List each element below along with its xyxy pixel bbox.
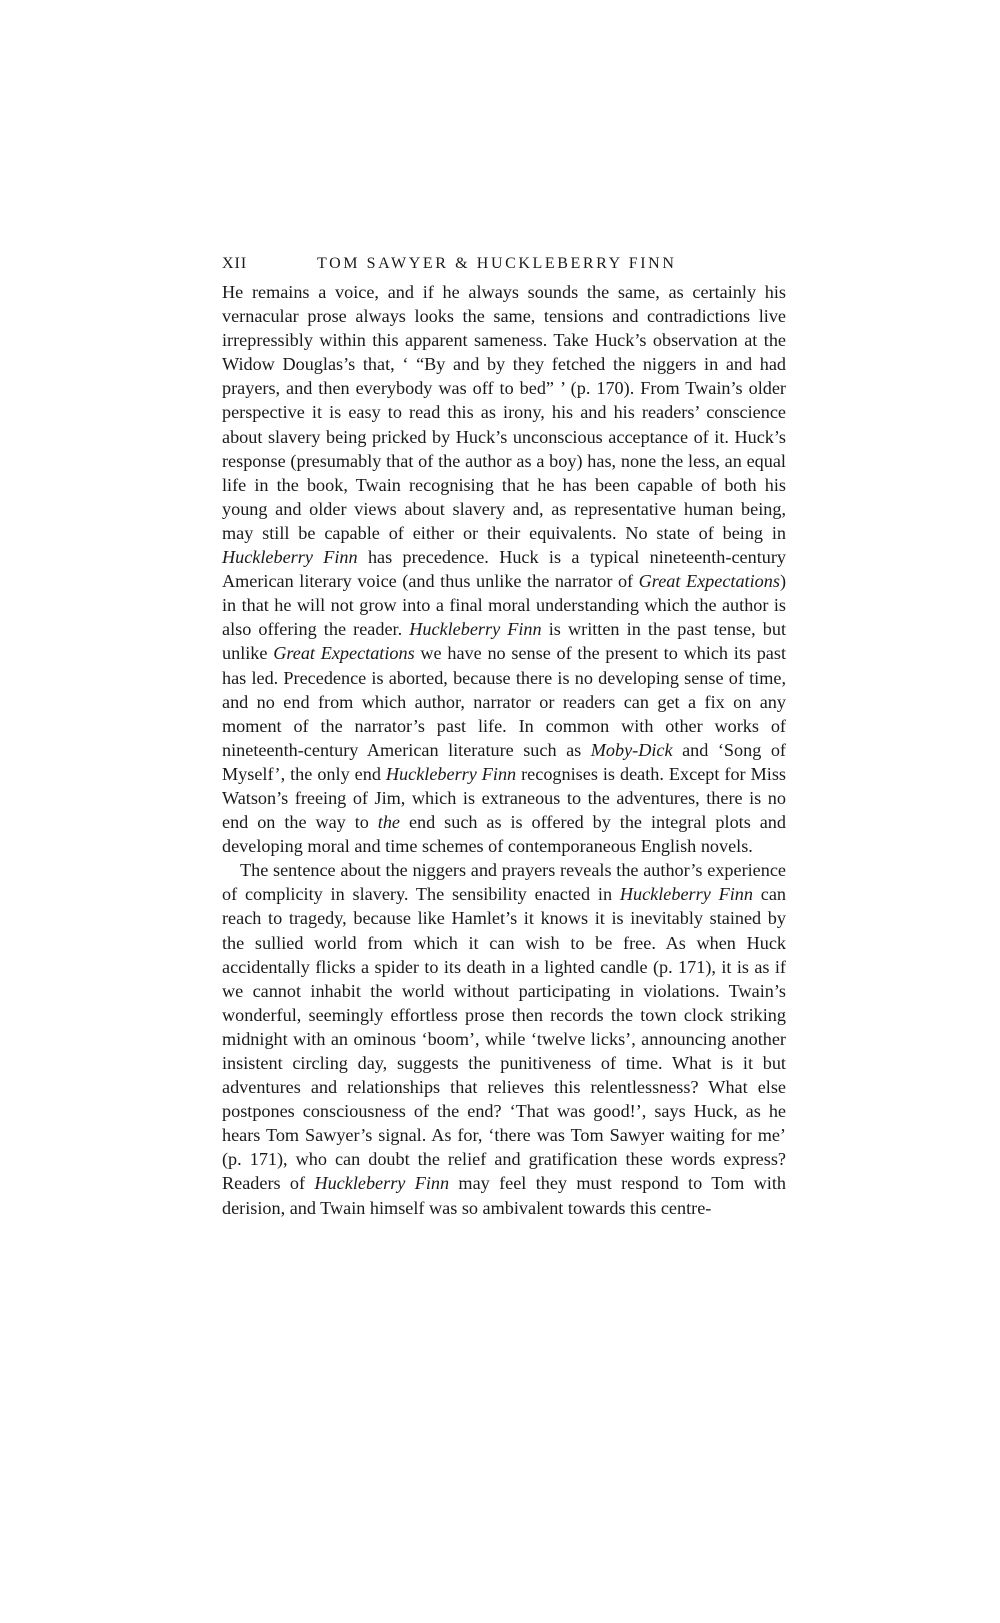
italic-title-run: Huckleberry Finn <box>409 619 542 640</box>
text-run: is written in the past tense, but unlike <box>222 619 786 664</box>
italic-title-run: Great Expectations <box>273 643 415 664</box>
text-run: can reach to tragedy, because like Hamlet’s it knows it is inevitably stained by the sullied world from which it can wish to be free. As when Huck accidentally flicks a spider to its death in a lighted candle (p. 171), it is as if we cannot inhabit the world without participating in violations. Twain’s wonderful, seemingly effortless prose then records the town clock striking midnight with an ominous ‘boom’, while ‘twelve licks’, announcing another insistent circling day, suggests the punitiveness of time. What is it but adventures and relationships that relieves this relentlessness? What else postpones consciousness of the end? ‘That was good!’, says Huck, as he hears Tom Sawyer’s signal. As for, ‘there was Tom Sawyer waiting for me’ (p. 171), who can doubt the relief and gratification these words express? Readers of <box>222 884 786 1194</box>
text-run: may feel they must respond to Tom with derision, and Twain himself was so ambivalent towards this centre- <box>222 1173 786 1218</box>
text-run: He remains a voice, and if he always sounds the same, as certainly his vernacular prose always looks the same, tensions and contradictions live irrepressibly within this apparent sameness. Take Huck’s observation at the Widow Douglas’s that, ‘ “By and by they fetched the niggers in and had prayers, and then everybody was off to bed” ’ (p. 170). From Twain’s older perspective it is easy to read this as irony, his and his readers’ conscience about slavery being pricked by Huck’s unconscious acceptance of it. Huck’s response (presumably that of the author as a boy) has, none the less, an equal life in the book, Twain recognising that he has been capable of both his young and older views about slavery and, as representative human being, may still be capable of either or their equivalents. No state of being in <box>222 282 786 543</box>
italic-title-run: Moby-Dick <box>590 739 673 760</box>
text-run: ) in that he will not grow into a final moral understanding which the author is also offering the reader. <box>222 571 786 640</box>
text-run: recognises is death. Except for Miss Watson’s freeing of Jim, which is extraneous to the adventures, there is no end on the way to <box>222 763 786 833</box>
running-title: TOM SAWYER & HUCKLEBERRY FINN <box>317 255 677 272</box>
paragraph <box>222 280 786 858</box>
italic-title-run: Huckleberry Finn <box>385 763 517 784</box>
paragraph <box>222 858 786 1219</box>
text-run: we have no sense of the present to which its past has led. Precedence is aborted, because there is no developing sense of time, and no end from which author, narrator or readers can get a fix on any moment of the narrator’s past life. In common with other works of nineteenth-century American literature such as <box>222 643 786 760</box>
page-number: XII <box>222 255 248 272</box>
book-page <box>222 255 786 1220</box>
italic-title-run: Huckleberry Finn <box>314 1173 450 1194</box>
text-run: end such as is offered by the integral plots and developing moral and time schemes of contemporaneous English novels. <box>222 812 786 857</box>
running-head <box>222 255 786 279</box>
body-text <box>222 280 786 1220</box>
italic-title-run: Huckleberry Finn <box>619 884 753 905</box>
italic-title-run: Huckleberry Finn <box>222 547 358 568</box>
text-run: The sentence about the niggers and prayers reveals the author’s experience of complicity in slavery. The sensibility enacted in <box>222 860 786 905</box>
text-run: has precedence. Huck is a typical nineteenth-century American literary voice (and thus unlike the narrator of <box>222 547 786 592</box>
italic-title-run: Great Expectations <box>638 571 780 592</box>
text-run: and ‘Song of Myself’, the only end <box>222 739 786 784</box>
italic-title-run: the <box>377 812 401 833</box>
